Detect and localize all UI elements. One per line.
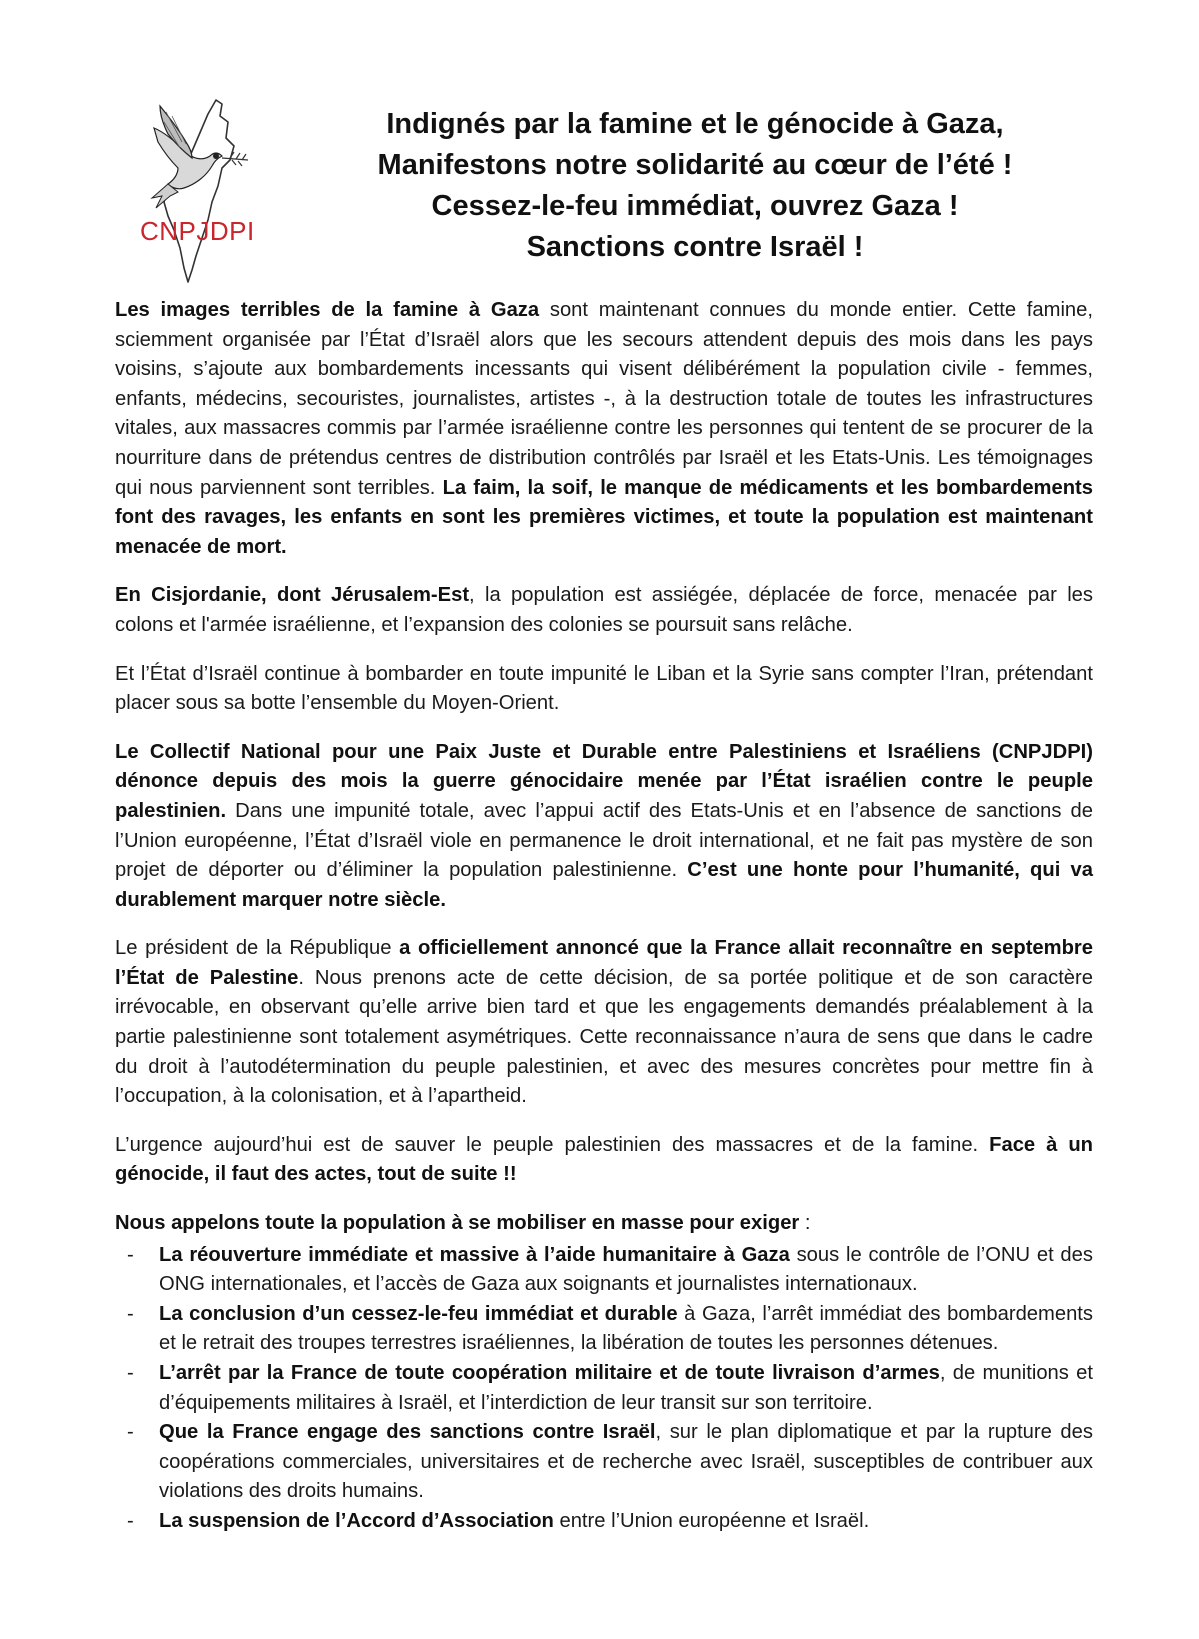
list-dash: - xyxy=(127,1302,134,1325)
list-item xyxy=(115,1241,1093,1300)
paragraph-cnpjdpi xyxy=(115,738,1093,916)
paragraph-urgence xyxy=(115,1131,1093,1190)
body-text: , sur le plan diplomatique et par la rupture des coopérations commerciales, universitaires et de recherche avec Israël, susceptibles de contribuer aux violations des droits humains. xyxy=(159,1421,1093,1503)
headline-line: Indignés par la famine et le génocide à Gaza, xyxy=(386,108,1004,140)
paragraph-appel xyxy=(115,1209,1093,1239)
list-item xyxy=(115,1300,1093,1359)
paragraph-liban-syrie xyxy=(115,660,1093,719)
headline-line: Cessez-le-feu immédiat, ouvrez Gaza ! xyxy=(431,190,959,222)
bold-text: a officiellement annoncé que la France allait reconnaître en septembre l’État de Palestine xyxy=(115,937,1094,989)
list-dash: - xyxy=(127,1362,134,1384)
body-text: L’urgence aujourd’hui est de sauver le peuple palestinien des massacres et de la famine. xyxy=(115,1133,990,1156)
body-text: Le président de la République xyxy=(115,937,400,960)
demands-list xyxy=(115,1241,1093,1537)
body-text: entre l’Union européenne et Israël. xyxy=(553,1509,870,1532)
logo-text: CNPJDPI xyxy=(140,216,255,246)
bold-text: En Cisjordanie, dont Jérusalem-Est xyxy=(115,584,470,607)
headline-line: Manifestons notre solidarité au cœur de l’été ! xyxy=(377,149,1013,181)
bold-text: Face à un génocide, il faut des actes, tout de suite !! xyxy=(115,1133,1093,1186)
bold-text: L’arrêt par la France de toute coopération militaire et de toute livraison d’armes xyxy=(159,1362,940,1384)
bold-text: Le Collectif National pour une Paix Juste et Durable entre Palestiniens et Israéliens (CNPJDPI) dénonce depuis des mois la guerre génocidaire menée par l’État israélien contre le peuple palestinien. xyxy=(115,740,1093,822)
bold-text: La faim, la soif, le manque de médicaments et les bombardements font des ravages, les enfants en sont les premières victimes, et toute la population est maintenant menacée de mort. xyxy=(115,476,1094,558)
dove-over-map-icon xyxy=(138,98,258,283)
headline-line: Sanctions contre Israël ! xyxy=(526,231,864,263)
body-text: sous le contrôle de l’ONU et des ONG internationales, et l’accès de Gaza aux soignants et journalistes internationaux. xyxy=(159,1243,1093,1296)
body-text: : xyxy=(799,1212,811,1235)
body-text: . Nous prenons acte de cette décision, de sa portée politique et de son caractère irrévocable, en observant qu’elle arrive bien tard et que les engagements demandés préalablement à la partie palestinienne sont totalement asymétriques. Cette reconnaissance n’aura de sens que dans le cadre du droit à l’autodétermination du peuple palestinien, et avec des mesures concrètes pour mettre fin à l’occupation, à la colonisation, et à l’apartheid. xyxy=(115,966,1093,1108)
list-dash: - xyxy=(127,1243,134,1266)
body-text: , la population est assiégée, déplacée de force, menacée par les colons et l'armée israélienne, et l’expansion des colonies se poursuit sans relâche. xyxy=(115,584,1094,636)
list-dash: - xyxy=(127,1509,134,1532)
body-text: Et l’État d’Israël continue à bombarder en toute impunité le Liban et la Syrie sans compter l’Iran, prétendant placer sous sa botte l’ensemble du Moyen-Orient. xyxy=(115,662,1093,715)
list-item xyxy=(115,1507,1093,1537)
list-dash: - xyxy=(127,1421,134,1444)
document-body xyxy=(115,296,1093,1537)
bold-text: C’est une honte pour l’humanité, qui va durablement marquer notre siècle. xyxy=(115,859,1094,911)
bold-text: La réouverture immédiate et massive à l’aide humanitaire à Gaza xyxy=(159,1243,790,1266)
list-item xyxy=(115,1359,1093,1418)
bold-text: La conclusion d’un cessez-le-feu immédiat et durable xyxy=(159,1302,678,1325)
bold-text: Que la France engage des sanctions contre Israël xyxy=(159,1421,656,1444)
cnpjdpi-logo xyxy=(138,98,258,283)
body-text: , de munitions et d’équipements militaires à Israël, et l’interdiction de leur transit sur son territoire. xyxy=(159,1362,1094,1414)
paragraph-famine xyxy=(115,296,1093,562)
bold-text: Nous appelons toute la population à se mobiliser en masse pour exiger xyxy=(115,1212,800,1235)
paragraph-reconnaissance xyxy=(115,934,1093,1112)
paragraph-cisjordanie xyxy=(115,581,1093,640)
body-text: Dans une impunité totale, avec l’appui actif des Etats-Unis et en l’absence de sanctions de l’Union européenne, l’État d’Israël viole en permanence le droit international, et ne fait pas mystère de son projet de déporter ou d’éliminer la population palestinienne. xyxy=(115,799,1093,882)
body-text: à Gaza, l’arrêt immédiat des bombardements et le retrait des troupes terrestres israéliennes, la libération de toutes les personnes détenues. xyxy=(159,1302,1093,1355)
list-item xyxy=(115,1418,1093,1507)
page-title xyxy=(270,104,1120,268)
bold-text: La suspension de l’Accord d’Association xyxy=(159,1509,554,1532)
bold-text: Les images terribles de la famine à Gaza xyxy=(115,299,540,321)
body-text: sont maintenant connues du monde entier. Cette famine, sciemment organisée par l’État d’Israël alors que les secours attendent depuis des mois dans les pays voisins, s’ajoute aux bombardements incessants qui visent délibérément la population civile - femmes, enfants, médecins, secouristes, journalistes, artistes -, à la destruction totale de toutes les infrastructures vitales, aux massacres commis par l’armée israélienne contre les personnes qui tentent de se procurer de la nourriture dans de prétendus centres de distribution contrôlés par Israël et les Etats-Unis. Les témoignages qui nous parviennent sont terribles. xyxy=(115,299,1094,499)
